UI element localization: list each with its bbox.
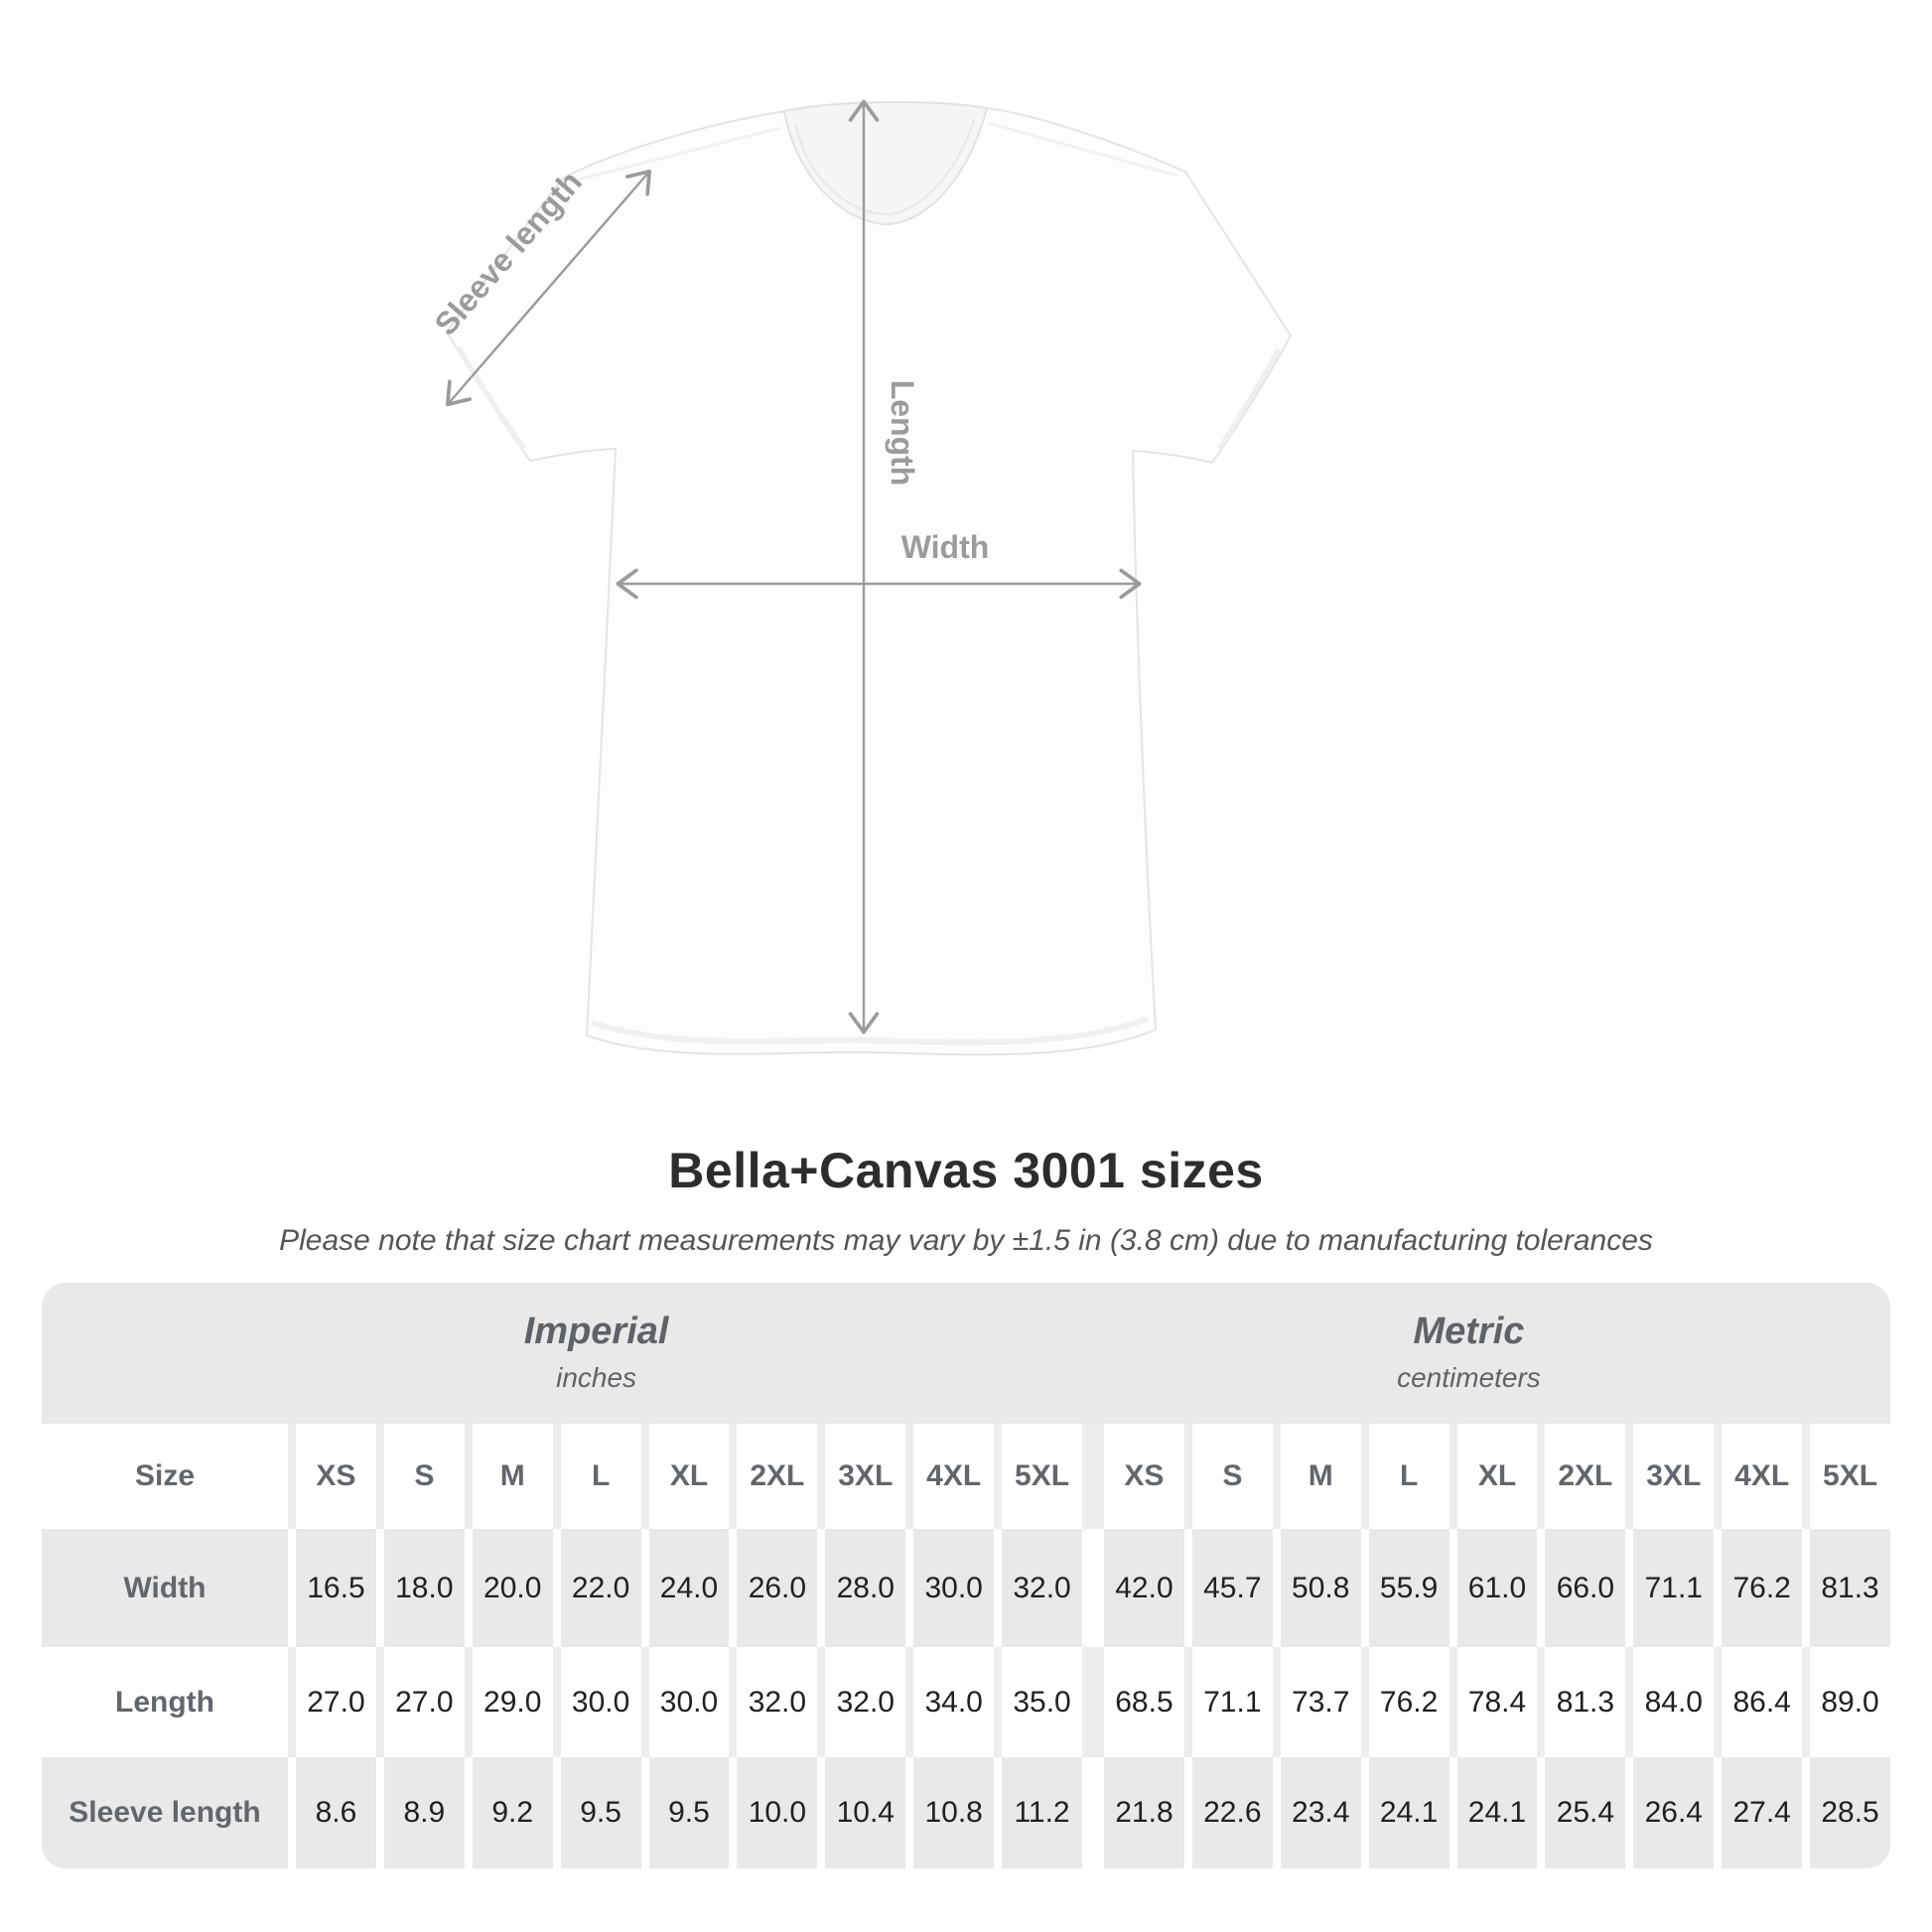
value-cell-imperial: 30.0	[649, 1647, 730, 1757]
table-row	[42, 1757, 1890, 1868]
size-header-cell-imperial: 5XL	[1002, 1424, 1082, 1529]
imperial-unit-label: inches	[556, 1361, 637, 1393]
value-cell-metric: 26.4	[1633, 1757, 1714, 1868]
imperial-metric-divider	[1090, 1529, 1096, 1647]
value-cell-metric: 24.1	[1369, 1757, 1449, 1868]
value-cell-metric: 24.1	[1457, 1757, 1538, 1868]
value-cell-imperial: 28.0	[825, 1529, 905, 1647]
value-cell-imperial: 10.4	[825, 1757, 905, 1868]
size-header-cell-metric: 4XL	[1722, 1424, 1802, 1529]
value-cell-metric: 86.4	[1722, 1647, 1802, 1757]
value-cell-metric: 28.5	[1810, 1757, 1890, 1868]
value-cell-imperial: 32.0	[825, 1647, 905, 1757]
row-label-cell: Size	[42, 1424, 288, 1529]
sleeve-length-annotation-label: Sleeve length	[427, 164, 589, 343]
value-cell-metric: 73.7	[1281, 1647, 1361, 1757]
value-cell-metric: 27.4	[1722, 1757, 1802, 1868]
size-header-cell-imperial: S	[384, 1424, 465, 1529]
size-table	[42, 1283, 1890, 1868]
value-cell-metric: 71.1	[1633, 1529, 1714, 1647]
size-header-cell-metric: 2XL	[1545, 1424, 1625, 1529]
size-header-cell-metric: XS	[1104, 1424, 1184, 1529]
value-cell-imperial: 32.0	[737, 1647, 817, 1757]
size-header-cell-metric: S	[1192, 1424, 1273, 1529]
value-cell-imperial: 27.0	[296, 1647, 376, 1757]
row-label-cell: Length	[42, 1647, 288, 1757]
size-header-cell-imperial: 4XL	[913, 1424, 994, 1529]
value-cell-imperial: 10.8	[913, 1757, 994, 1868]
size-header-cell-metric: 5XL	[1810, 1424, 1890, 1529]
value-cell-metric: 22.6	[1192, 1757, 1273, 1868]
value-cell-metric: 76.2	[1722, 1529, 1802, 1647]
metric-label: Metric	[1413, 1310, 1525, 1352]
value-cell-imperial: 32.0	[1002, 1529, 1082, 1647]
value-cell-metric: 89.0	[1810, 1647, 1890, 1757]
size-table-body	[42, 1424, 1890, 1868]
value-cell-metric: 68.5	[1104, 1647, 1184, 1757]
value-cell-metric: 42.0	[1104, 1529, 1184, 1647]
size-header-cell-imperial: XS	[296, 1424, 376, 1529]
metric-unit-label: centimeters	[1397, 1361, 1541, 1393]
table-row	[42, 1647, 1890, 1757]
page-title: Bella+Canvas 3001 sizes	[668, 1143, 1264, 1198]
value-cell-metric: 66.0	[1545, 1529, 1625, 1647]
value-cell-metric: 23.4	[1281, 1757, 1361, 1868]
value-cell-imperial: 9.5	[649, 1757, 730, 1868]
value-cell-imperial: 10.0	[737, 1757, 817, 1868]
value-cell-imperial: 34.0	[913, 1647, 994, 1757]
size-header-cell-metric: 3XL	[1633, 1424, 1714, 1529]
value-cell-imperial: 20.0	[473, 1529, 553, 1647]
imperial-metric-divider	[1090, 1424, 1096, 1529]
table-row	[42, 1529, 1890, 1647]
value-cell-imperial: 8.6	[296, 1757, 376, 1868]
value-cell-imperial: 30.0	[561, 1647, 641, 1757]
value-cell-metric: 55.9	[1369, 1529, 1449, 1647]
value-cell-imperial: 9.2	[473, 1757, 553, 1868]
tolerance-note: Please note that size chart measurements may vary by ±1.5 in (3.8 cm) due to manufacturing tolerances	[279, 1224, 1653, 1257]
value-cell-imperial: 24.0	[649, 1529, 730, 1647]
row-label-cell: Sleeve length	[42, 1757, 288, 1868]
value-cell-imperial: 22.0	[561, 1529, 641, 1647]
value-cell-imperial: 29.0	[473, 1647, 553, 1757]
imperial-label: Imperial	[523, 1310, 669, 1352]
metric-section-header	[1397, 1311, 1541, 1396]
value-cell-metric: 84.0	[1633, 1647, 1714, 1757]
size-header-cell-imperial: 2XL	[737, 1424, 817, 1529]
value-cell-metric: 76.2	[1369, 1647, 1449, 1757]
value-cell-imperial: 11.2	[1002, 1757, 1082, 1868]
size-header-cell-metric: XL	[1457, 1424, 1538, 1529]
size-header-cell-imperial: M	[473, 1424, 553, 1529]
value-cell-imperial: 9.5	[561, 1757, 641, 1868]
size-header-cell-imperial: L	[561, 1424, 641, 1529]
value-cell-metric: 71.1	[1192, 1647, 1273, 1757]
value-cell-imperial: 35.0	[1002, 1647, 1082, 1757]
value-cell-metric: 81.3	[1545, 1647, 1625, 1757]
imperial-metric-divider	[1090, 1757, 1096, 1868]
width-annotation-label: Width	[900, 529, 990, 565]
tshirt-shape-icon	[447, 102, 1291, 1054]
value-cell-metric: 78.4	[1457, 1647, 1538, 1757]
length-annotation-label: Length	[885, 379, 920, 486]
row-label-cell: Width	[42, 1529, 288, 1647]
value-cell-imperial: 16.5	[296, 1529, 376, 1647]
size-header-cell-metric: L	[1369, 1424, 1449, 1529]
value-cell-metric: 61.0	[1457, 1529, 1538, 1647]
value-cell-metric: 81.3	[1810, 1529, 1890, 1647]
size-header-cell-metric: M	[1281, 1424, 1361, 1529]
value-cell-metric: 21.8	[1104, 1757, 1184, 1868]
value-cell-imperial: 18.0	[384, 1529, 465, 1647]
table-row	[42, 1424, 1890, 1529]
imperial-metric-divider	[1090, 1647, 1096, 1757]
value-cell-imperial: 26.0	[737, 1529, 817, 1647]
size-header-cell-imperial: XL	[649, 1424, 730, 1529]
size-header-cell-imperial: 3XL	[825, 1424, 905, 1529]
value-cell-metric: 45.7	[1192, 1529, 1273, 1647]
value-cell-imperial: 27.0	[384, 1647, 465, 1757]
value-cell-imperial: 8.9	[384, 1757, 465, 1868]
value-cell-metric: 25.4	[1545, 1757, 1625, 1868]
value-cell-imperial: 30.0	[913, 1529, 994, 1647]
value-cell-metric: 50.8	[1281, 1529, 1361, 1647]
unit-header-band	[42, 1283, 1890, 1424]
imperial-section-header	[524, 1311, 669, 1396]
